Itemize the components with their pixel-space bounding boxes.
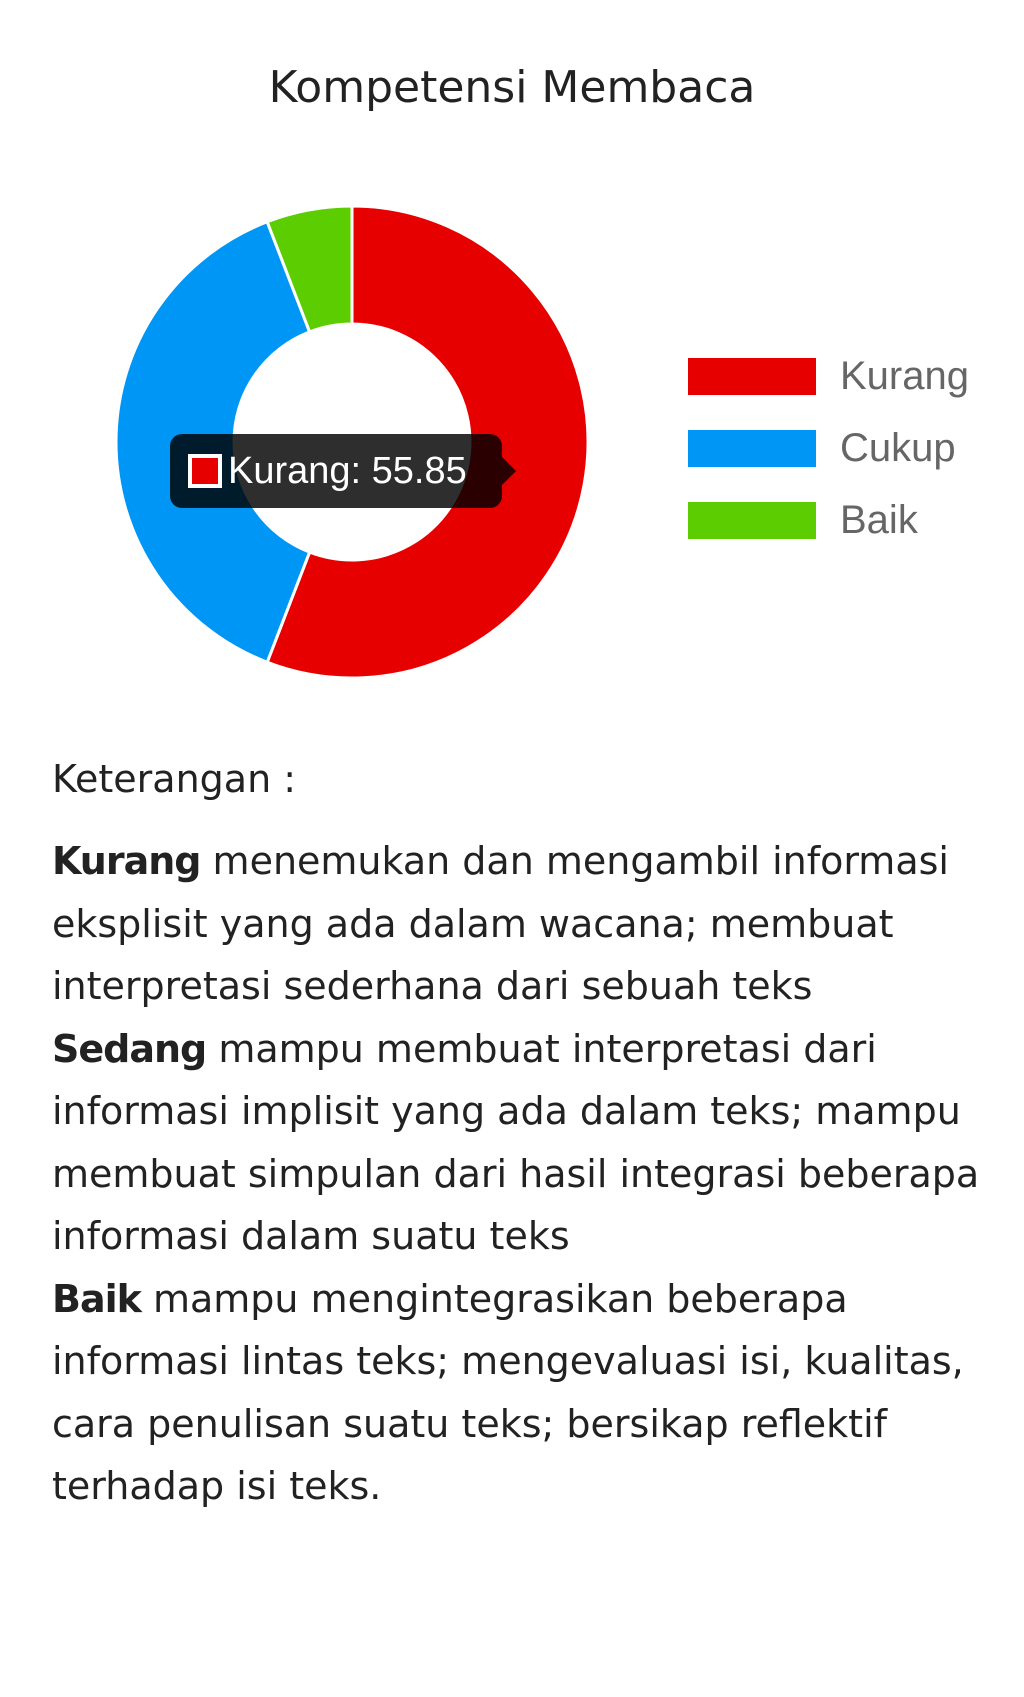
chart-tooltip (170, 434, 502, 508)
legend-item-cukup[interactable] (688, 412, 969, 484)
chart-legend (688, 340, 969, 556)
legend-item-kurang[interactable] (688, 340, 969, 412)
note-term: Kurang (52, 839, 201, 883)
tooltip-text: Kurang: 55.85 (228, 449, 467, 492)
note-term: Baik (52, 1276, 141, 1321)
notes-section (52, 750, 992, 1518)
note-description: menemukan dan mengambil informasi eksplisit yang ada dalam wacana; membuat interpretasi sederhana dari sebuah teks (52, 839, 949, 1008)
note-description: mampu mengintegrasikan beberapa informasi lintas teks; mengevaluasi isi, kualitas, cara penulisan suatu teks; bersikap reflektif terhadap isi teks. (52, 1276, 964, 1508)
legend-swatch-kurang (688, 358, 816, 395)
note-baik (52, 1268, 992, 1518)
notes-heading: Keterangan : (52, 757, 297, 801)
legend-label-cukup: Cukup (840, 425, 956, 470)
note-kurang (52, 830, 992, 1018)
note-description: mampu membuat interpretasi dari informasi implisit yang ada dalam teks; mampu membuat simpulan dari hasil integrasi beberapa informasi dalam suatu teks (52, 1026, 980, 1258)
note-term: Sedang (52, 1026, 207, 1071)
legend-swatch-baik (688, 502, 816, 539)
legend-label-baik: Baik (840, 497, 918, 542)
legend-item-baik[interactable] (688, 484, 969, 556)
legend-swatch-cukup (688, 430, 816, 467)
chart-title: Kompetensi Membaca (268, 62, 756, 113)
tooltip-color-swatch (188, 454, 222, 488)
legend-label-kurang: Kurang (840, 353, 969, 398)
note-sedang (52, 1018, 992, 1268)
